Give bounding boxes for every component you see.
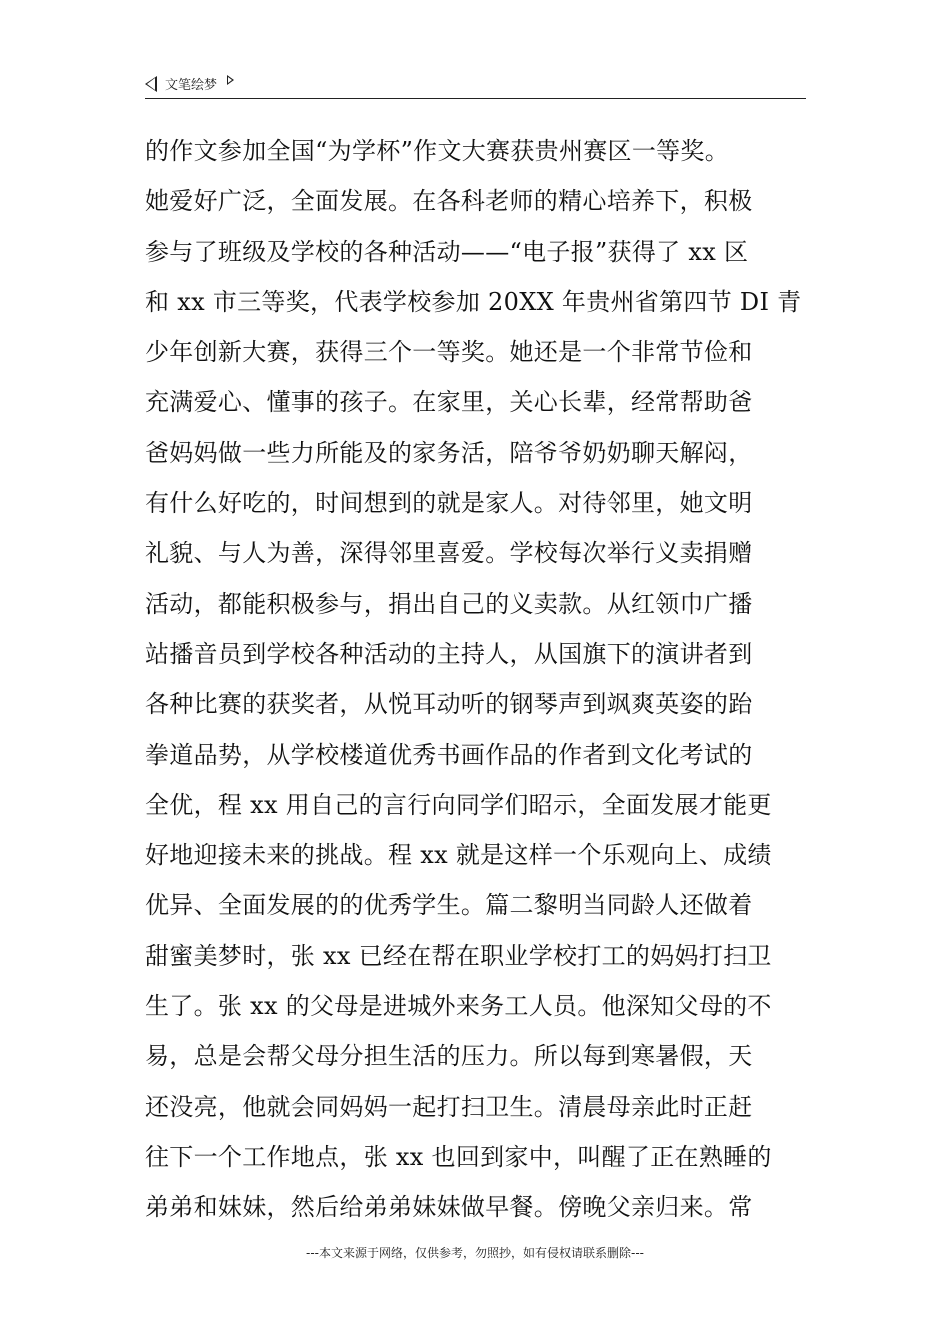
text-line: 和 xx 市三等奖，代表学校参加 20XX 年贵州省第四节 DI 青 (145, 287, 802, 316)
text-line: 充满爱心、懂事的孩子。在家里，关心长辈，经常帮助爸 (145, 388, 753, 417)
text-line: 易，总是会帮父母分担生活的压力。所以每到寒暑假，天 (145, 1042, 753, 1071)
text-line: 站播音员到学校各种活动的主持人，从国旗下的演讲者到 (145, 639, 753, 668)
text-line: 的作文参加全国“为学杯”作文大赛获贵州赛区一等奖。 (145, 137, 730, 165)
text-line: 参与了班级及学校的各种活动——“电子报”获得了 xx 区 (145, 237, 749, 266)
text-line: 爸妈妈做一些力所能及的家务活，陪爷爷奶奶聊天解闷， (145, 438, 753, 467)
triangle-right-icon (227, 75, 234, 85)
page-header (145, 72, 806, 99)
text-line: 有什么好吃的，时间想到的就是家人。对待邻里，她文明 (145, 489, 753, 518)
triangle-left-icon (145, 76, 157, 92)
text-line: 弟弟和妹妹，然后给弟弟妹妹做早餐。傍晚父亲归来。常 (145, 1193, 753, 1222)
text-line: 甜蜜美梦时，张 xx 已经在帮在职业学校打工的妈妈打扫卫 (145, 941, 772, 970)
header-brand (145, 74, 234, 93)
text-line: 少年创新大赛，获得三个一等奖。她还是一个非常节俭和 (145, 338, 753, 367)
text-line: 礼貌、与人为善，深得邻里喜爱。学校每次举行义卖捐赠 (145, 539, 753, 568)
page-footer-notice: ---本文来源于网络，仅供参考，勿照抄，如有侵权请联系删除--- (306, 1246, 644, 1260)
text-line: 拳道品势，从学校楼道优秀书画作品的作者到文化考试的 (145, 740, 753, 769)
header-brand-text: 文笔绘梦 (165, 78, 218, 93)
text-line: 活动，都能积极参与，捐出自己的义卖款。从红领巾广播 (145, 589, 753, 618)
text-line: 生了。张 xx 的父母是进城外来务工人员。他深知父母的不 (145, 992, 772, 1021)
document-body (145, 126, 810, 1233)
text-line: 她爱好广泛，全面发展。在各科老师的精心培养下，积极 (145, 187, 753, 216)
text-line: 往下一个工作地点，张 xx 也回到家中，叫醒了正在熟睡的 (145, 1142, 772, 1171)
text-line: 全优，程 xx 用自己的言行向同学们昭示，全面发展才能更 (145, 790, 772, 819)
text-line: 好地迎接未来的挑战。程 xx 就是这样一个乐观向上、成绩 (145, 841, 772, 870)
text-line: 还没亮，他就会同妈妈一起打扫卫生。清晨母亲此时正赶 (145, 1092, 753, 1121)
text-line: 各种比赛的获奖者，从悦耳动听的钢琴声到飒爽英姿的跆 (145, 690, 753, 719)
text-line: 优异、全面发展的的优秀学生。篇二黎明当同龄人还做着 (145, 891, 753, 920)
